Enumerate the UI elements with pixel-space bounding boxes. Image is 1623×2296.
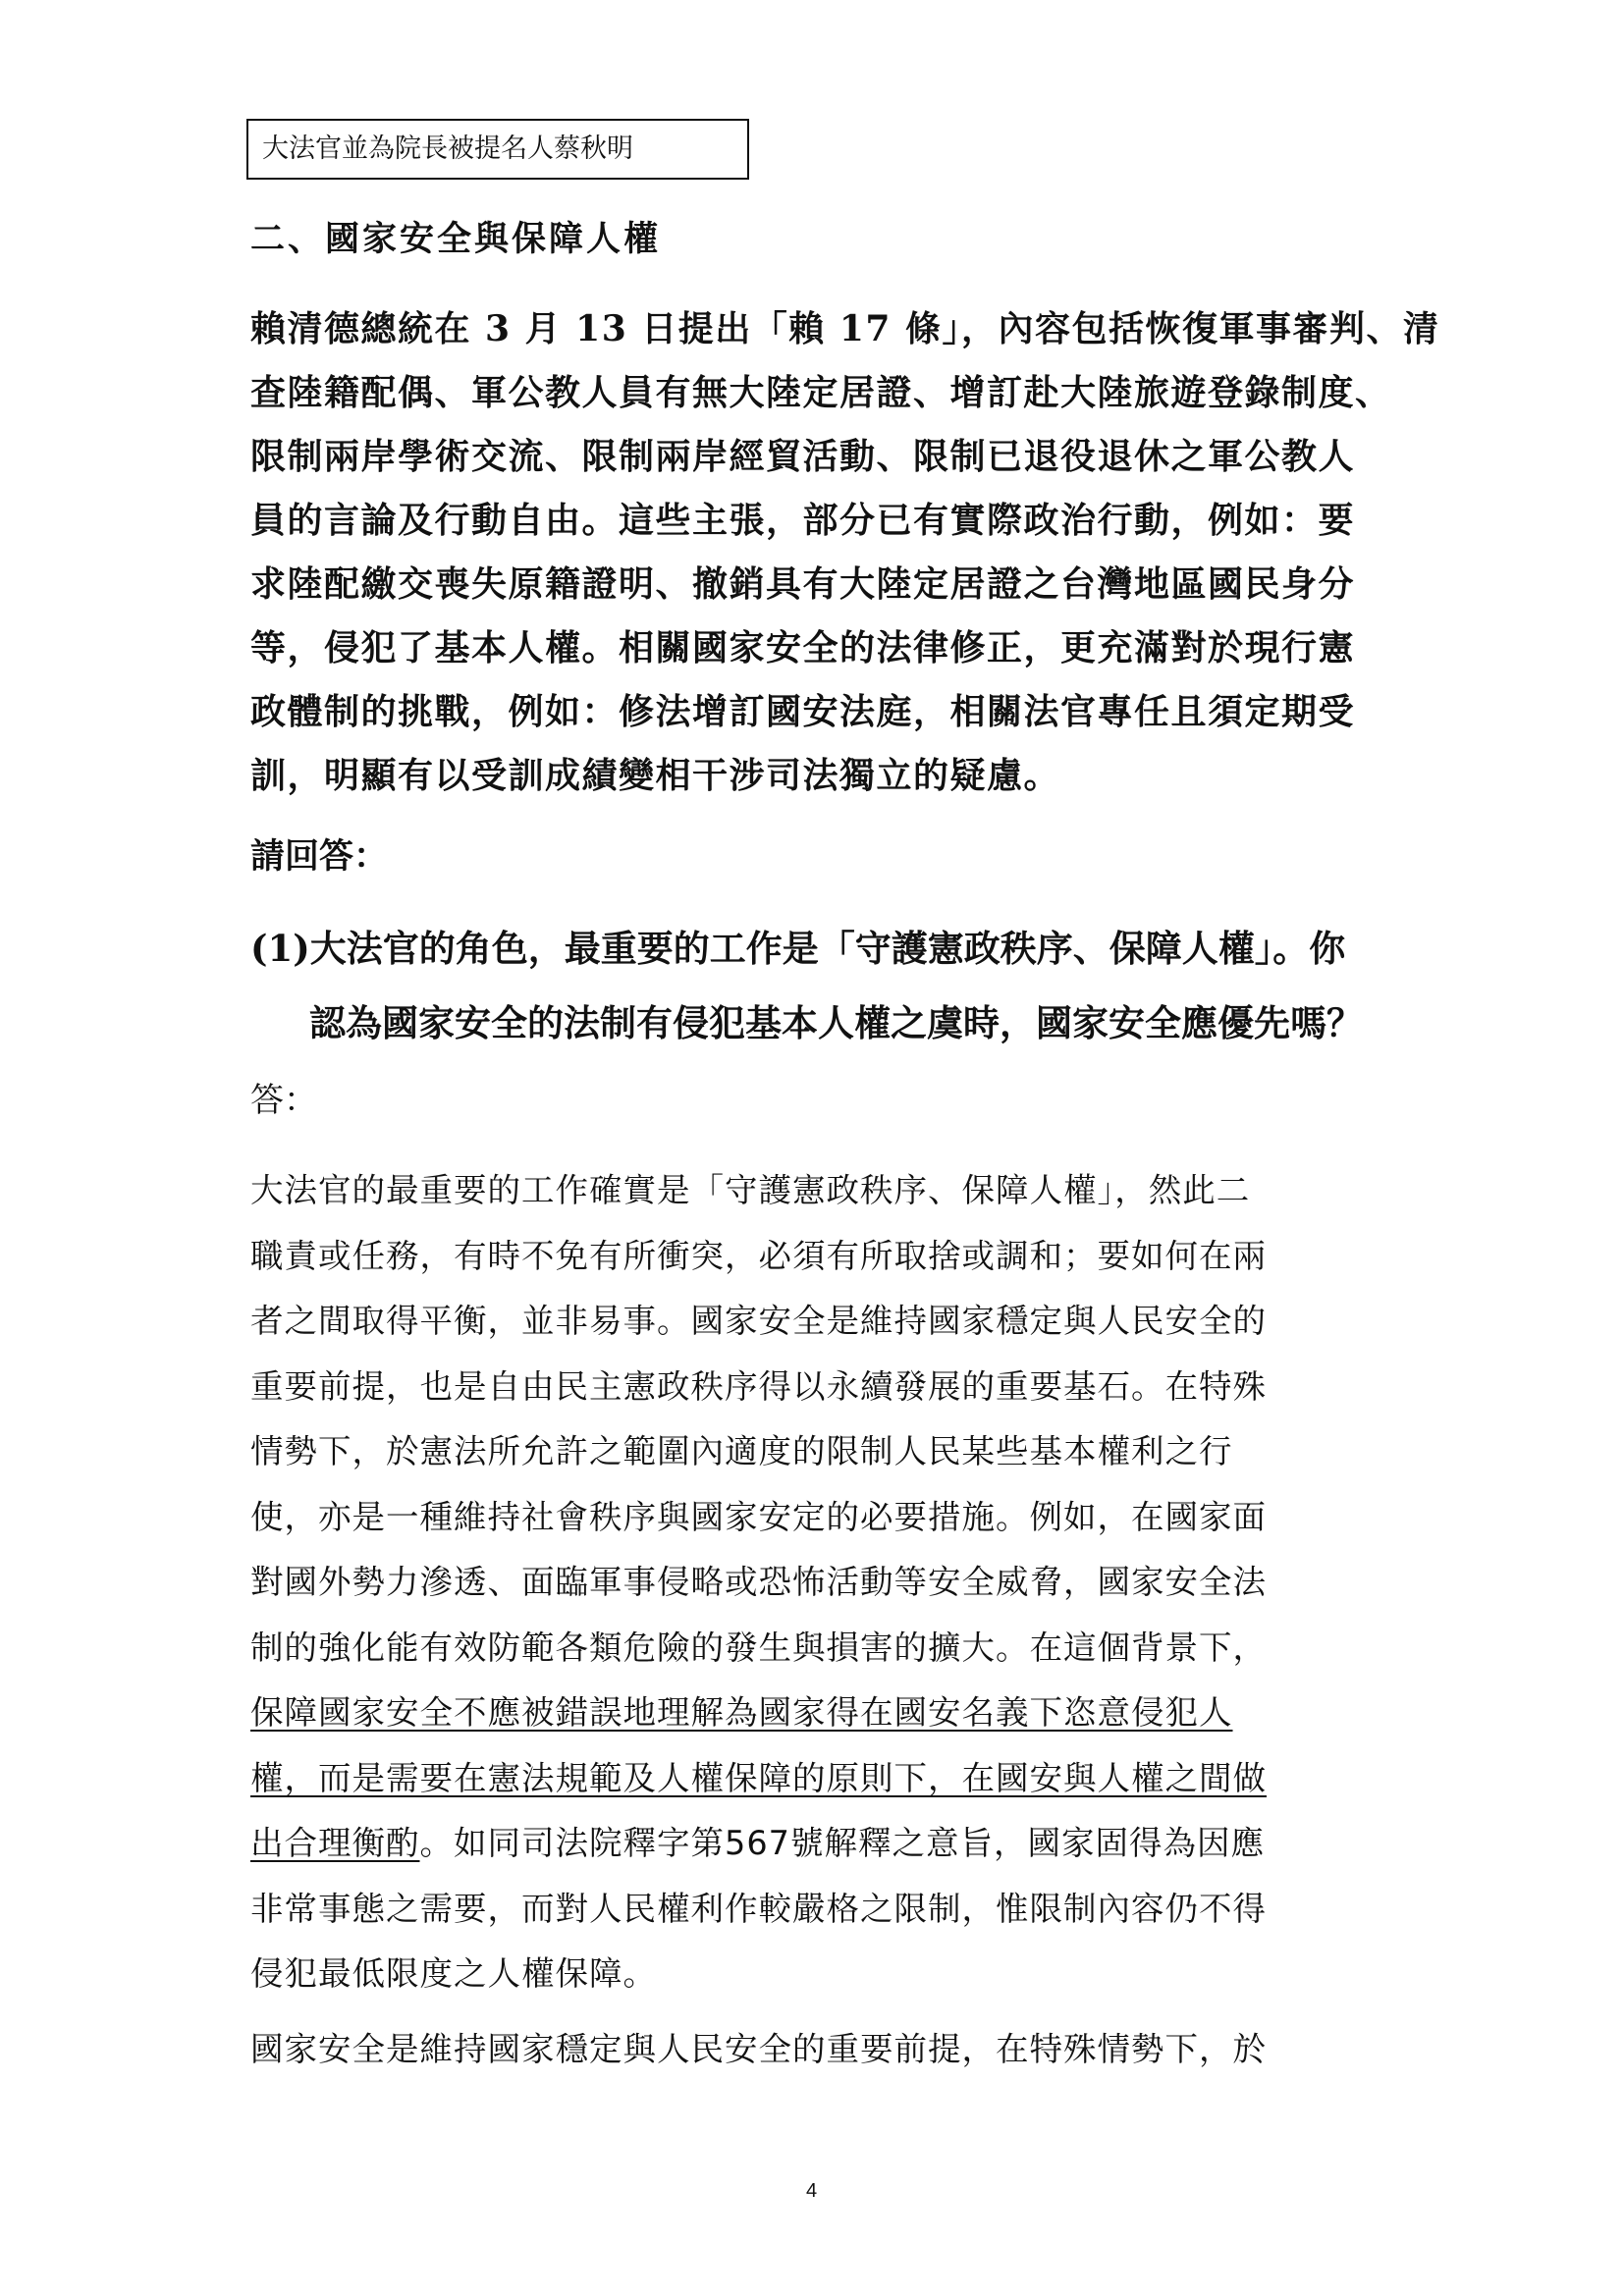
answer-line: 使，亦是一種維持社會秩序與國家安定的必要措施。例如，在國家面: [250, 1497, 1267, 1536]
answer-paragraph: [250, 1158, 1389, 2007]
intro-line: 訓，明顯有以受訓成績變相干涉司法獨立的疑慮。: [250, 755, 1061, 796]
question-line: (1)大法官的角色，最重要的工作是「守護憲政秩序、保障人權」。你: [250, 927, 1346, 970]
intro-line: 等，侵犯了基本人權。相關國家安全的法律修正，更充滿對於現行憲: [250, 627, 1356, 668]
answer-line: 職責或任務，有時不免有所衝突，必須有所取捨或調和；要如何在兩: [250, 1236, 1267, 1275]
continuation-paragraph: 國家安全是維持國家穩定與人民安全的重要前提，在特殊情勢下，於: [250, 2030, 1267, 2068]
intro-paragraph: [250, 297, 1440, 808]
answer-line: 制的強化能有效防範各類危險的發生與損害的擴大。在這個背景下，: [250, 1628, 1267, 1667]
question-block: [250, 911, 1389, 1060]
question-line: 認為國家安全的法制有侵犯基本人權之虞時，國家安全應優先嗎？: [309, 1001, 1363, 1044]
answer-line: 對國外勢力滲透、面臨軍事侵略或恐怖活動等安全威脅，國家安全法: [250, 1563, 1267, 1601]
answer-line: 侵犯最低限度之人權保障。: [250, 1954, 657, 1993]
answer-mixed-line: [250, 1811, 1389, 1877]
answer-underlined-fragment: 出合理衡酌: [250, 1824, 420, 1862]
intro-line: 政體制的挑戰，例如：修法增訂國安法庭，相關法官專任且須定期受: [250, 691, 1356, 732]
answer-label: 答：: [250, 1081, 317, 1120]
intro-line: 查陸籍配偶、軍公教人員有無大陸定居證、增訂赴大陸旅遊登錄制度、: [250, 372, 1392, 413]
answer-line: 大法官的最重要的工作確實是「守護憲政秩序、保障人權」，然此二: [250, 1171, 1251, 1209]
intro-line: 求陸配繳交喪失原籍證明、撤銷具有大陸定居證之台灣地區國民身分: [250, 563, 1356, 605]
answer-line: 重要前提，也是自由民主憲政秩序得以永續發展的重要基石。在特殊: [250, 1366, 1267, 1406]
ask-label: 請回答：: [250, 836, 389, 877]
section-heading: 二、國家安全與保障人權: [250, 219, 662, 259]
answer-line: 情勢下，於憲法所允許之範圍內適度的限制人民某些基本權利之行: [250, 1432, 1233, 1470]
answer-underlined-line: 保障國家安全不應被錯誤地理解為國家得在國安名義下恣意侵犯人: [250, 1693, 1233, 1732]
answer-line: 非常事態之需要，而對人民權利作較嚴格之限制，惟限制內容仍不得: [250, 1889, 1267, 1928]
answer-fragment: 。如同司法院釋字第567號解釋之意旨，國家固得為因應: [419, 1824, 1265, 1862]
intro-line: 員的言論及行動自由。這些主張，部分已有實際政治行動，例如：要: [250, 500, 1356, 541]
nominee-header-box: 大法官並為院長被提名人蔡秋明: [246, 119, 749, 180]
answer-line: 者之間取得平衡，並非易事。國家安全是維持國家穩定與人民安全的: [250, 1302, 1267, 1340]
intro-line: 限制兩岸學術交流、限制兩岸經貿活動、限制已退役退休之軍公教人: [250, 436, 1356, 477]
answer-underlined-line: 權，而是需要在憲法規範及人權保障的原則下，在國安與人權之間做: [250, 1758, 1267, 1797]
page-number: 4: [805, 2180, 818, 2202]
intro-line: 賴清德總統在 3 月 13 日提出「賴 17 條」，內容包括恢復軍事審判、清: [250, 308, 1440, 349]
